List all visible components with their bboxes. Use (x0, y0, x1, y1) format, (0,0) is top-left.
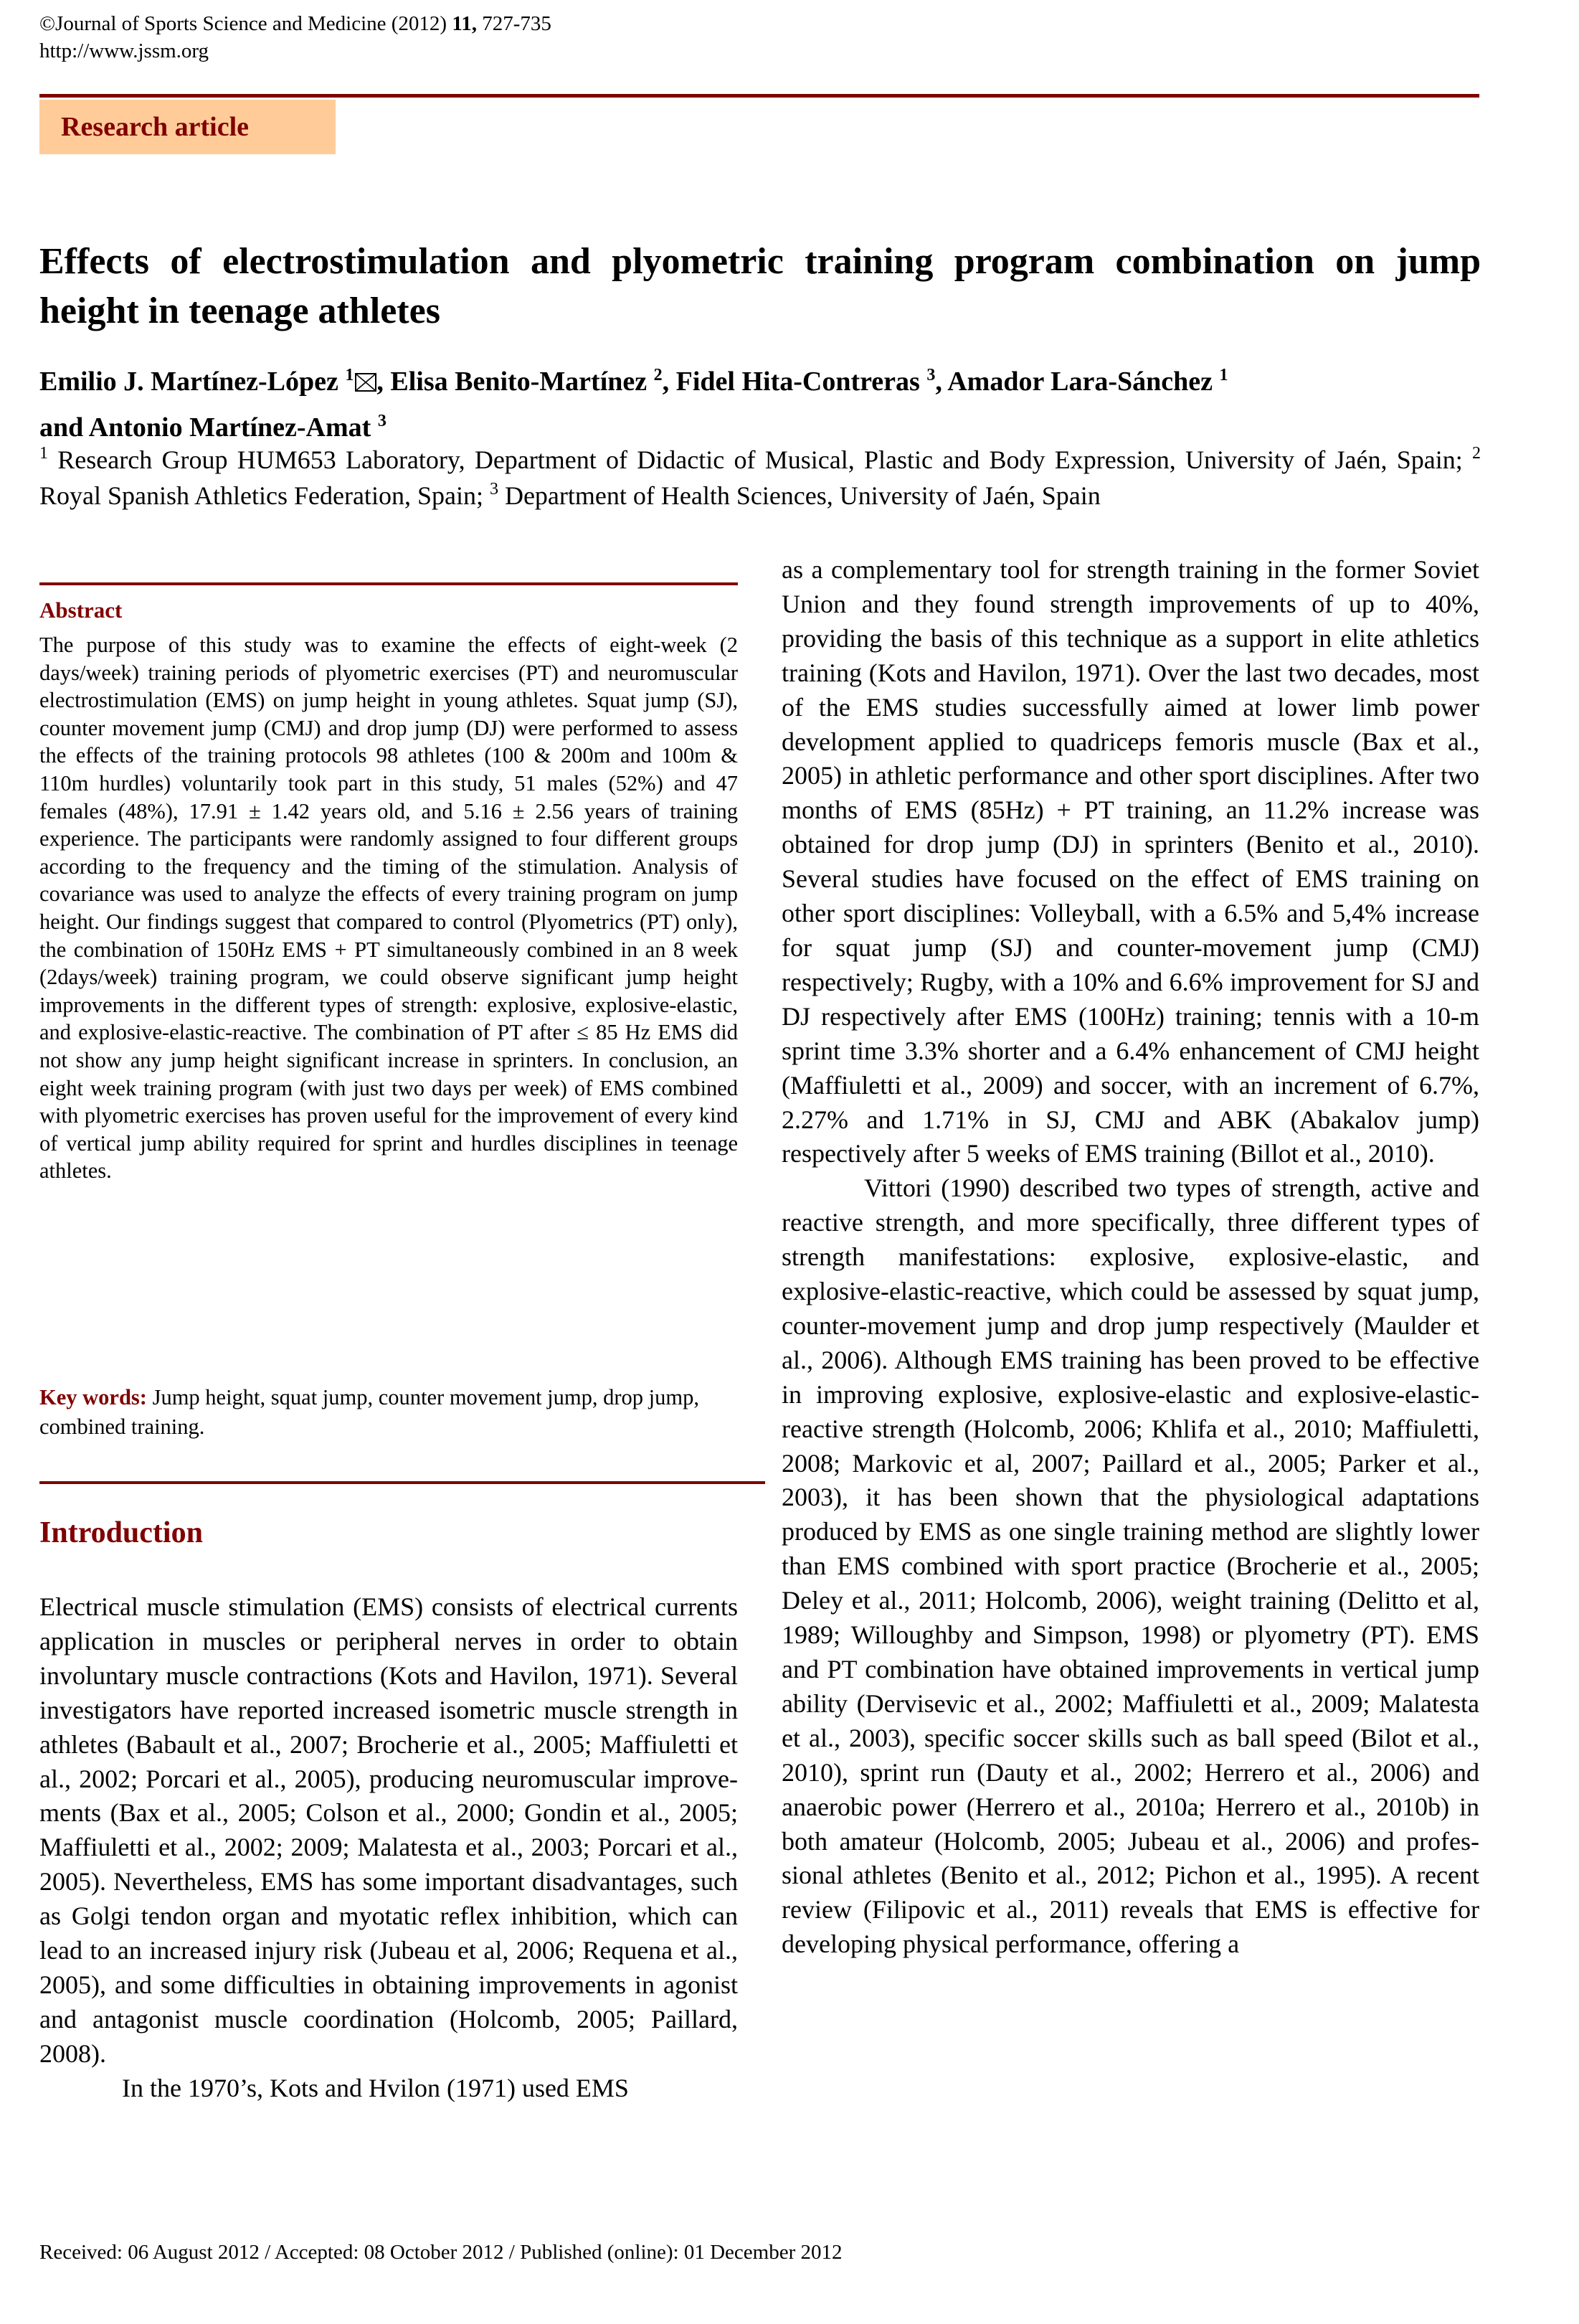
abstract-body: The purpose of this study was to examine the effects of eight-week (2 days/week) training periods of plyometric exercises (PT) and neuromuscular electrostimulation (EMS) on jump height in young athletes. Squat jump (SJ), counter movement jump (CMJ) and drop jump (DJ) were performed to assess the effects of the training protocols 98 athletes (100 & 200m and 100m & 110m hurdles) voluntarily took part in this study, 51 males (52%) and 47 females (48%), 17.91 ± 1.42 years old, and 5.16 ± 2.56 years of training experience. The participants were randomly assigned to four different groups according to the frequency and the timing of the stimulation. Analysis of covariance was used to analyze the effects of every training program on jump height. Our findings suggest that compared to control (Plyometrics (PT) only), the combination of 150Hz EMS + PT simultaneously combined in an 8 week (2days/week) training program, we could observe significant jump height improvements in the different types of strength: explosive, explosive-elastic, and explosive-elastic-reactive. The combination of PT after ≤ 85 Hz EMS did not show any jump height significant increase in sprinters. In conclusion, an eight week training program (with just two days per week) of EMS combined with plyometric exercises has proven useful for the improvement of every kind of vertical jump ability required for sprint and hurdles disciplines in teenage athletes. (39, 633, 738, 1184)
author-2-affil: 2 (653, 366, 663, 384)
abstract-heading: Abstract (39, 597, 123, 623)
author-5-affil: 3 (377, 412, 387, 430)
journal-pages: 727-735 (476, 12, 551, 35)
author-list (39, 359, 1481, 450)
author-4: , Amador Lara-Sánchez (935, 367, 1220, 397)
introduction-body (39, 1590, 738, 2106)
publication-dates: Received: 06 August 2012 / Accepted: 08 October 2012 / Published (online): 01 December 2012 (39, 2241, 843, 2264)
affil-3: Department of Health Sciences, University of Jaén, Spain (498, 481, 1101, 510)
abstract-top-divider (39, 582, 738, 585)
author-1-affil: 1 (345, 366, 354, 384)
affil-3-marker: 3 (489, 480, 498, 499)
keywords-label: Key words: (39, 1385, 147, 1409)
intro-paragraph-2-continued: as a complementary tool for strength training in the former Soviet Union and they found strength improvements of up to 40%, providing the basis of this technique as a support in elite athletics training (Kots and Havilon, 1971). Over the last two decades, most of the EMS studies successfully aimed at lower limb power development applied to quadriceps femoris muscle (Bax et al., 2005) in athletic performance and other sport disciplines. After two months of EMS (85Hz) + PT training, an 11.2% increase was obtained for drop jump (DJ) in sprinters (Benito et al., 2010). Several studies have focused on the effect of EMS training on other sport disciplines: Volleyball, with a 6.5% and 5,4% increase for squat jump (SJ) and counter-movement jump (CMJ) respectively; Rugby, with a 10% and 6.6% improvement for SJ and DJ respectively after EMS (100Hz) training; tennis with a 10-m sprint time 3.3% shorter and a 6.4% enhancement of CMJ height (Maffiuletti et al., 2009) and soccer, with an increment of 6.7%, 2.27% and 1.71% in SJ, CMJ and ABK (Abakalov jump) respectively after 5 weeks of EMS training (Billot et al., 2010). (782, 555, 1479, 1168)
affil-1: Research Group HUM653 Laboratory, Department of Didactic of Musical, Plastic and Body Expression, University of Jaén, Spain; (48, 445, 1472, 474)
right-column-body (782, 553, 1479, 1962)
author-5: and Antonio Martínez-Amat (39, 412, 378, 443)
introduction-heading: Introduction (39, 1516, 203, 1549)
author-4-affil: 1 (1219, 366, 1228, 384)
author-1: Emilio J. Martínez-López (39, 367, 346, 397)
top-divider (39, 94, 1479, 98)
intro-paragraph-1: Electrical muscle stimulation (EMS) consists of electrical currents application in muscles or peripheral nerves in order to obtain involuntary muscle contractions (Kots and Havilon, 1971). Several investigators have reported increased isometric muscle strength in athletes (Babault et al., 2007; Brocherie et al., 2005; Maffiuletti et al., 2002; Porcari et al., 2005), producing neuromuscular improvements (Bax et al., 2005; Colson et al., 2000; Gondin et al., 2005; Maffiuletti et al., 2002; 2009; Malatesta et al., 2003; Porcari et al., 2005). Nevertheless, EMS has some important disadvantages, such as Golgi tendon organ and myotatic reflex inhibition, which can lead to an increased injury risk (Jubeau et al, 2006; Requena et al., 2005), and some difficulties in obtaining improvements in agonist and antagonist muscle coordination (Holcomb, 2005; Paillard, 2008). (39, 1592, 738, 2068)
abstract-bottom-divider (39, 1481, 765, 1484)
author-3: , Fidel Hita-Contreras (662, 367, 927, 397)
journal-citation (39, 10, 551, 37)
affil-2-marker: 2 (1472, 444, 1481, 463)
journal-volume: 11, (452, 12, 477, 35)
affil-1-marker: 1 (39, 444, 48, 463)
intro-paragraph-2-start: In the 1970’s, Kots and Hvilon (1971) used EMS (122, 2073, 629, 2102)
affiliations (39, 442, 1481, 514)
intro-paragraph-3: Vittori (1990) described two types of strength, active and reactive strength, and more specifically, three different types of strength manifestations: explosive, explosive-elastic, and explosive-elastic-reactive, which could be assessed by squat jump, counter-movement jump and drop jump respectively (Maulder et al., 2006). Although EMS training has been proved to be effective in improving explosive, explosive-elastic and explosive-elastic-reactive strength (Holcomb, 2006; Khlifa et al., 2010; Maffiuletti, 2008; Markovic et al, 2007; Paillard et al., 2005; Parker et al., 2003), it has been shown that the physiological adaptations produced by EMS as one single training method are slightly lower than EMS combined with sport practice (Brocherie et al., 2005; Deley et al., 2011; Holcomb, 2006), weight training (Delitto et al, 1989; Willoughby and Simpson, 1998) or plyometry (PT). EMS and PT combination have obtained improvements in vertical jump ability (Dervisevic et al., 2002; Maffiuletti et al., 2009; Malatesta et al., 2003), specific soccer skills such as ball speed (Bilot et al., 2010), sprint run (Dauty et al., 2002; Herrero et al., 2006) and anaerobic power (Herrero et al., 2010a; Herrero et al., 2010b) in both amateur (Holcomb, 2005; Jubeau et al., 2006) and professional athletes (Benito et al., 2012; Pichon et al., 1995). A recent review (Filipovic et al., 2011) reveals that EMS is effective for developing physical performance, offering a (782, 1173, 1479, 1959)
article-type-badge: Research article (39, 100, 336, 154)
journal-name: ©Journal of Sports Science and Medicine (2012) (39, 12, 452, 35)
author-2: , Elisa Benito-Martínez (376, 367, 654, 397)
email-envelope-icon[interactable] (355, 373, 376, 392)
keywords (39, 1383, 738, 1442)
keywords-text: Jump height, squat jump, counter movement jump, drop jump, combined training. (39, 1385, 699, 1439)
author-3-affil: 3 (926, 366, 936, 384)
affil-2: Royal Spanish Athletics Federation, Spain; (39, 481, 490, 510)
journal-url[interactable]: http://www.jssm.org (39, 39, 209, 62)
article-title: Effects of electrostimulation and plyometric training program combination on jump height in teenage athletes (39, 241, 1481, 331)
